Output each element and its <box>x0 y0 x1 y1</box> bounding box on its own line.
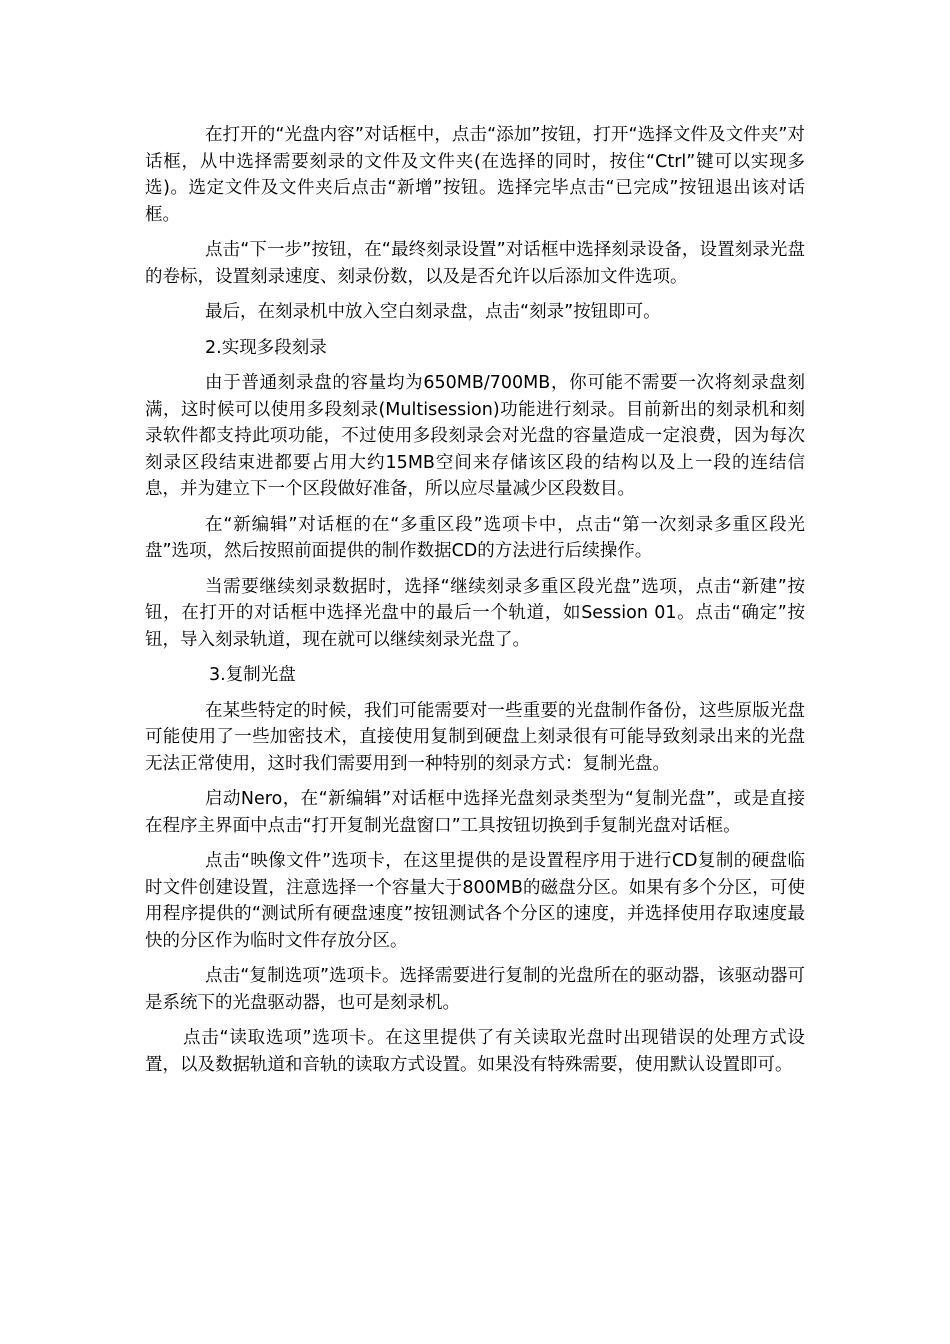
paragraph-copy-intro: 在某些特定的时候，我们可能需要对一些重要的光盘制作备份，这些原版光盘可能使用了一些加密技术，直接使用复制到硬盘上刻录很有可能导致刻录出来的光盘无法正常使用，这时我们需要用到一种特别的刻录方式：复制光盘。 <box>145 700 805 774</box>
paragraph-multisession-first: 在“新编辑”对话框的在“多重区段”选项卡中，点击“第一次刻录多重区段光盘”选项，然后按照前面提供的制作数据CD的方法进行后续操作。 <box>145 514 805 561</box>
paragraph-start-nero: 启动Nero，在“新编辑”对话框中选择光盘刻录类型为“复制光盘”，或是直接在程序主界面中点击“打开复制光盘窗口”工具按钮切换到手复制光盘对话框。 <box>145 789 805 836</box>
paragraph-burn: 最后，在刻录机中放入空白刻录盘，点击“刻录”按钮即可。 <box>205 302 661 322</box>
document-body <box>145 122 805 1087</box>
paragraph-copy-options: 点击“复制选项”选项卡。选择需要进行复制的光盘所在的驱动器，该驱动器可是系统下的光盘驱动器，也可是刻录机。 <box>145 966 805 1013</box>
paragraph-add-files: 在打开的“光盘内容”对话框中，点击“添加”按钮，打开“选择文件及文件夹”对话框，从中选择需要刻录的文件及文件夹(在选择的同时，按住“Ctrl”键可以实现多选)。选定文件及文件夹后点击“新增”按钮。选择完毕点击“已完成”按钮退出该对话框。 <box>145 125 805 225</box>
section-heading-multisession: 2.实现多段刻录 <box>205 337 327 358</box>
paragraph-multisession-intro: 由于普通刻录盘的容量均为650MB/700MB，你可能不需要一次将刻录盘刻满，这时候可以使用多段刻录(Multisession)功能进行刻录。目前新出的刻录机和刻录软件都支持此项功能，不过使用多段刻录会对光盘的容量造成一定浪费，因为每次刻录区段结束进都要占用大约15MB空间来存储该区段的结构以及上一段的连结信息，并为建立下一个区段做好准备，所以应尽量减少区段数目。 <box>145 373 805 499</box>
paragraph-read-options: 点击“读取选项”选项卡。在这里提供了有关读取光盘时出现错误的处理方式设置，以及数据轨道和音轨的读取方式设置。如果没有特殊需要，使用默认设置即可。 <box>145 1028 805 1075</box>
section-heading-copy-disc: 3.复制光盘 <box>209 665 296 685</box>
paragraph-multisession-continue: 当需要继续刻录数据时，选择“继续刻录多重区段光盘”选项，点击“新建”按钮，在打开的对话框中选择光盘中的最后一个轨道，如Session 01。点击“确定”按钮，导入刻录轨道，现在就可以继续刻录光盘了。 <box>145 576 805 650</box>
paragraph-image-file: 点击“映像文件”选项卡，在这里提供的是设置程序用于进行CD复制的硬盘临时文件创建设置，注意选择一个容量大于800MB的磁盘分区。如果有多个分区，可使用程序提供的“测试所有硬盘速度”按钮测试各个分区的速度，并选择使用存取速度最快的分区作为临时文件存放分区。 <box>145 851 805 951</box>
paragraph-next-step: 点击“下一步”按钮，在“最终刻录设置”对话框中选择刻录设备，设置刻录光盘的卷标，设置刻录速度、刻录份数，以及是否允许以后添加文件选项。 <box>145 240 805 287</box>
